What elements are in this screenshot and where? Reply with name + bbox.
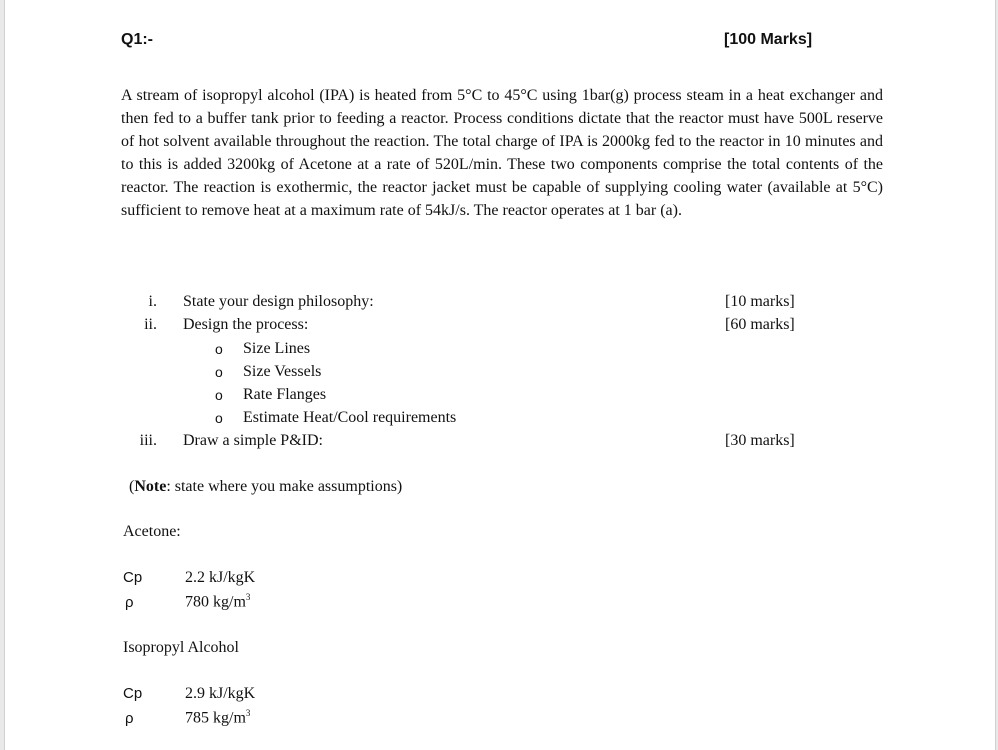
acetone-cp-value: 2.2 kJ/kgK: [185, 569, 256, 586]
ipa-density-exponent: 3: [245, 708, 251, 718]
bullet-icon: o: [215, 341, 223, 357]
ipa-density-value: [185, 708, 250, 727]
question-marks: [100 Marks]: [724, 31, 813, 48]
note-label: Note: [134, 478, 167, 495]
task-number: iii.: [139, 432, 157, 449]
ipa-density-text: 785 kg/m: [185, 709, 246, 727]
acetone-heading: Acetone:: [123, 523, 181, 540]
ipa-density-label: ρ: [125, 710, 134, 727]
bullet-icon: o: [215, 410, 223, 426]
note-open: (: [129, 478, 135, 495]
task-marks: [60 marks]: [725, 316, 795, 333]
ipa-cp-value: 2.9 kJ/kgK: [185, 685, 256, 702]
subtask-text: Size Lines: [243, 340, 311, 357]
task-text: State your design philosophy:: [183, 293, 374, 310]
bullet-icon: o: [215, 387, 223, 403]
task-text: Design the process:: [183, 316, 309, 333]
subtask-text: Size Vessels: [243, 363, 322, 380]
assumption-note: [129, 478, 402, 496]
task-number: ii.: [144, 316, 157, 333]
acetone-density-value: [185, 592, 250, 611]
ipa-heading: Isopropyl Alcohol: [123, 639, 239, 656]
task-marks: [30 marks]: [725, 432, 795, 449]
acetone-density-exponent: 3: [245, 592, 251, 602]
ipa-cp-label: Cp: [123, 685, 143, 702]
problem-statement: A stream of isopropyl alcohol (IPA) is heated from 5°C to 45°C using 1bar(g) process steam in a heat exchanger and then fed to a buffer tank prior to feeding a reactor. Process conditions dictate that the reactor must have 500L reserve of hot solvent available throughout the reaction. The total charge of IPA is 2000kg fed to the reactor in 10 minutes and to this is added 3200kg of Acetone at a rate of 520L/min. These two components comprise the total contents of the reactor. The reaction is exothermic, the reactor jacket must be capable of supplying cooling water (available at 5°C) sufficient to remove heat at a maximum rate of 54kJ/s. The reactor operates at 1 bar (a).: [121, 87, 883, 219]
subtask-text: Estimate Heat/Cool requirements: [243, 409, 457, 426]
note-text: : state where you make assumptions): [166, 478, 403, 495]
acetone-density-label: ρ: [125, 594, 134, 611]
acetone-cp-label: Cp: [123, 569, 143, 586]
task-number: i.: [148, 293, 157, 310]
acetone-density-text: 780 kg/m: [185, 593, 246, 611]
bullet-icon: o: [215, 364, 223, 380]
task-text: Draw a simple P&ID:: [183, 432, 323, 449]
question-label: Q1:-: [121, 31, 153, 48]
task-marks: [10 marks]: [725, 293, 795, 310]
subtask-text: Rate Flanges: [243, 386, 327, 403]
document-page: [4, 0, 996, 750]
